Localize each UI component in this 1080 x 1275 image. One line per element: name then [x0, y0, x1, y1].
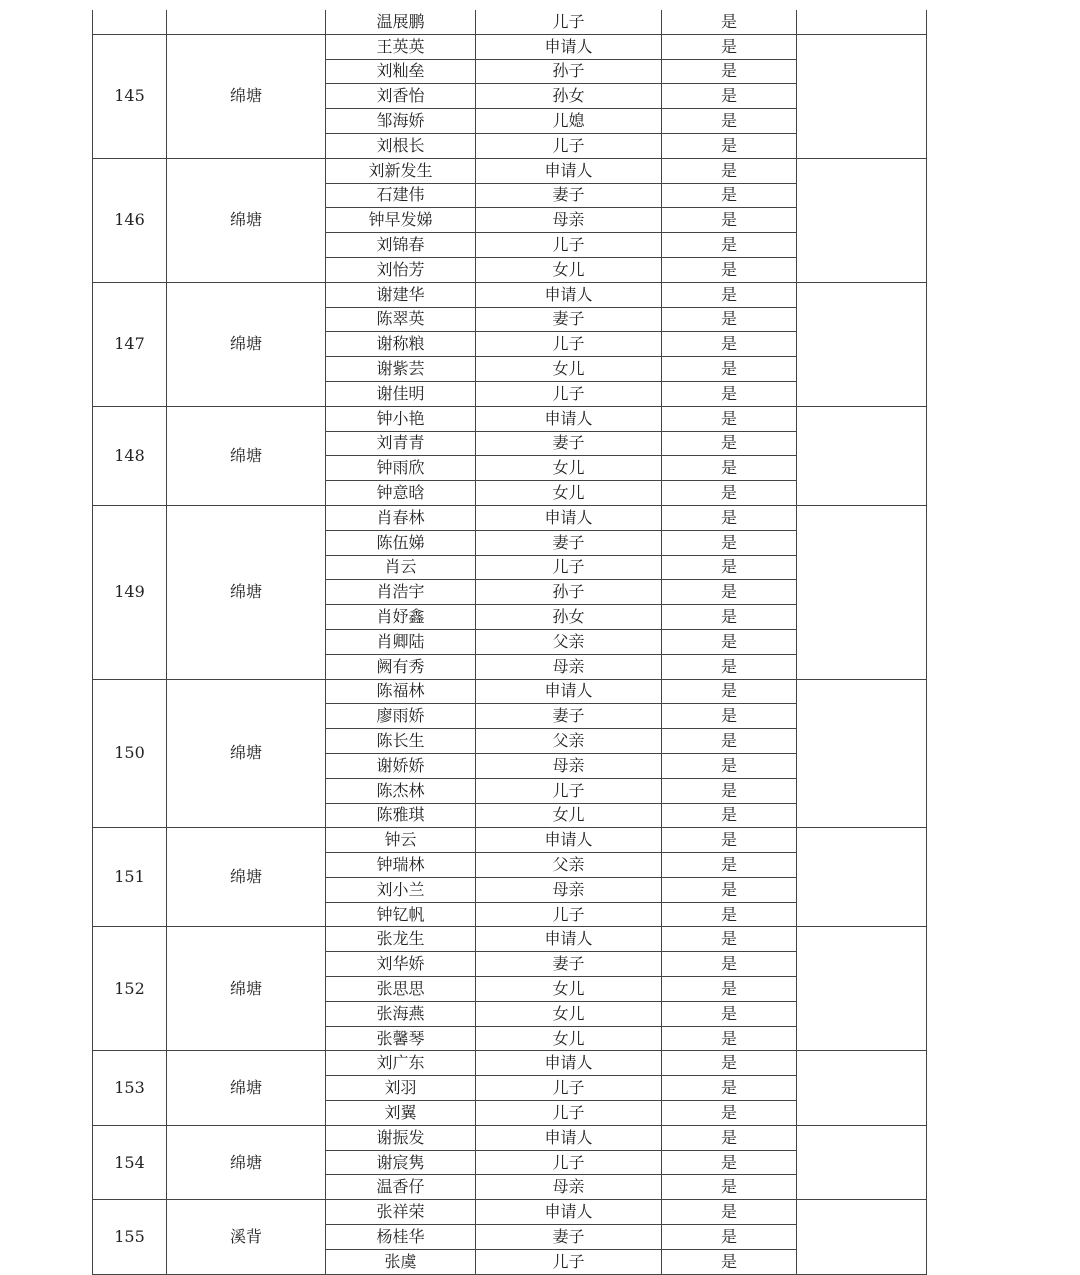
member-flag: 是 — [662, 233, 797, 258]
household-table — [92, 10, 927, 1275]
member-relation: 父亲 — [476, 729, 662, 754]
remark-cell — [797, 505, 927, 679]
member-name: 温展鹏 — [326, 10, 476, 34]
member-name: 钟雨欣 — [326, 456, 476, 481]
member-name: 谢紫芸 — [326, 357, 476, 382]
member-flag: 是 — [662, 59, 797, 84]
remark-cell — [797, 158, 927, 282]
member-flag: 是 — [662, 605, 797, 630]
member-flag: 是 — [662, 1125, 797, 1150]
member-flag: 是 — [662, 1001, 797, 1026]
member-flag: 是 — [662, 877, 797, 902]
village-name: 绵塘 — [167, 1125, 326, 1199]
member-relation: 儿子 — [476, 10, 662, 34]
member-name: 钟钇帆 — [326, 902, 476, 927]
table-row — [93, 282, 927, 307]
member-name: 陈雅琪 — [326, 803, 476, 828]
member-flag: 是 — [662, 431, 797, 456]
member-name: 刘怡芳 — [326, 257, 476, 282]
member-flag: 是 — [662, 84, 797, 109]
member-flag: 是 — [662, 729, 797, 754]
member-flag: 是 — [662, 1076, 797, 1101]
member-relation: 女儿 — [476, 1001, 662, 1026]
member-flag: 是 — [662, 481, 797, 506]
member-name: 刘香怡 — [326, 84, 476, 109]
table-row — [93, 158, 927, 183]
member-relation: 儿子 — [476, 902, 662, 927]
member-name: 谢娇娇 — [326, 753, 476, 778]
member-flag: 是 — [662, 257, 797, 282]
remark-cell — [797, 10, 927, 34]
member-relation: 妻子 — [476, 530, 662, 555]
member-name: 张祥荣 — [326, 1200, 476, 1225]
household-number — [93, 10, 167, 34]
member-flag: 是 — [662, 34, 797, 59]
table-row — [93, 1051, 927, 1076]
member-relation: 妻子 — [476, 307, 662, 332]
village-name: 绵塘 — [167, 282, 326, 406]
household-number: 153 — [93, 1051, 167, 1125]
village-name: 绵塘 — [167, 34, 326, 158]
member-relation: 妻子 — [476, 183, 662, 208]
member-relation: 孙子 — [476, 59, 662, 84]
member-relation: 申请人 — [476, 282, 662, 307]
member-flag: 是 — [662, 183, 797, 208]
member-flag: 是 — [662, 109, 797, 134]
member-relation: 母亲 — [476, 1175, 662, 1200]
remark-cell — [797, 406, 927, 505]
member-flag: 是 — [662, 952, 797, 977]
member-relation: 申请人 — [476, 505, 662, 530]
member-name: 邹海娇 — [326, 109, 476, 134]
member-relation: 儿子 — [476, 778, 662, 803]
remark-cell — [797, 927, 927, 1051]
table-row — [93, 34, 927, 59]
member-flag: 是 — [662, 1101, 797, 1126]
remark-cell — [797, 828, 927, 927]
member-relation: 孙子 — [476, 580, 662, 605]
member-flag: 是 — [662, 530, 797, 555]
member-flag: 是 — [662, 505, 797, 530]
household-number: 146 — [93, 158, 167, 282]
member-flag: 是 — [662, 927, 797, 952]
member-name: 谢称粮 — [326, 332, 476, 357]
village-name: 绵塘 — [167, 828, 326, 927]
member-name: 谢佳明 — [326, 381, 476, 406]
village-name: 绵塘 — [167, 406, 326, 505]
member-relation: 儿子 — [476, 1076, 662, 1101]
member-relation: 儿媳 — [476, 109, 662, 134]
table-row — [93, 679, 927, 704]
village-name — [167, 10, 326, 34]
member-flag: 是 — [662, 902, 797, 927]
village-name: 绵塘 — [167, 158, 326, 282]
table-row — [93, 10, 927, 34]
member-flag: 是 — [662, 803, 797, 828]
member-relation: 申请人 — [476, 679, 662, 704]
member-name: 谢振发 — [326, 1125, 476, 1150]
household-number: 154 — [93, 1125, 167, 1199]
household-number: 150 — [93, 679, 167, 828]
member-relation: 女儿 — [476, 257, 662, 282]
member-name: 阙有秀 — [326, 654, 476, 679]
member-name: 张海燕 — [326, 1001, 476, 1026]
member-relation: 申请人 — [476, 406, 662, 431]
remark-cell — [797, 1125, 927, 1199]
table-row — [93, 406, 927, 431]
member-name: 刘青青 — [326, 431, 476, 456]
member-name: 刘新发生 — [326, 158, 476, 183]
member-flag: 是 — [662, 10, 797, 34]
member-name: 刘华娇 — [326, 952, 476, 977]
member-flag: 是 — [662, 208, 797, 233]
village-name: 绵塘 — [167, 927, 326, 1051]
member-flag: 是 — [662, 654, 797, 679]
member-flag: 是 — [662, 555, 797, 580]
member-flag: 是 — [662, 580, 797, 605]
member-name: 刘根长 — [326, 133, 476, 158]
member-name: 廖雨娇 — [326, 704, 476, 729]
member-name: 刘羽 — [326, 1076, 476, 1101]
member-relation: 儿子 — [476, 1249, 662, 1274]
member-relation: 妻子 — [476, 1225, 662, 1250]
member-name: 陈翠英 — [326, 307, 476, 332]
household-number: 151 — [93, 828, 167, 927]
member-relation: 儿子 — [476, 555, 662, 580]
member-relation: 女儿 — [476, 456, 662, 481]
member-relation: 儿子 — [476, 1101, 662, 1126]
member-relation: 女儿 — [476, 357, 662, 382]
member-name: 张思思 — [326, 977, 476, 1002]
table-row — [93, 927, 927, 952]
table-body — [93, 10, 927, 1274]
member-name: 陈伍娣 — [326, 530, 476, 555]
member-name: 刘小兰 — [326, 877, 476, 902]
member-relation: 女儿 — [476, 481, 662, 506]
member-flag: 是 — [662, 1249, 797, 1274]
village-name: 绵塘 — [167, 505, 326, 679]
member-name: 钟意晗 — [326, 481, 476, 506]
member-flag: 是 — [662, 406, 797, 431]
member-flag: 是 — [662, 828, 797, 853]
member-flag: 是 — [662, 332, 797, 357]
member-name: 张虞 — [326, 1249, 476, 1274]
member-relation: 申请人 — [476, 158, 662, 183]
member-flag: 是 — [662, 977, 797, 1002]
member-name: 谢建华 — [326, 282, 476, 307]
table-row — [93, 505, 927, 530]
member-relation: 母亲 — [476, 208, 662, 233]
member-relation: 妻子 — [476, 952, 662, 977]
member-relation: 孙女 — [476, 84, 662, 109]
member-name: 肖浩宇 — [326, 580, 476, 605]
remark-cell — [797, 282, 927, 406]
member-name: 石建伟 — [326, 183, 476, 208]
member-relation: 女儿 — [476, 803, 662, 828]
household-number: 145 — [93, 34, 167, 158]
remark-cell — [797, 679, 927, 828]
member-relation: 母亲 — [476, 753, 662, 778]
member-name: 陈福林 — [326, 679, 476, 704]
member-name: 刘广东 — [326, 1051, 476, 1076]
member-name: 王英英 — [326, 34, 476, 59]
member-relation: 女儿 — [476, 1026, 662, 1051]
village-name: 绵塘 — [167, 1051, 326, 1125]
member-name: 钟早发娣 — [326, 208, 476, 233]
member-relation: 申请人 — [476, 828, 662, 853]
member-name: 钟小艳 — [326, 406, 476, 431]
table-row — [93, 828, 927, 853]
member-flag: 是 — [662, 1026, 797, 1051]
member-name: 肖妤鑫 — [326, 605, 476, 630]
household-number: 148 — [93, 406, 167, 505]
member-name: 陈杰林 — [326, 778, 476, 803]
member-flag: 是 — [662, 1225, 797, 1250]
member-relation: 妻子 — [476, 704, 662, 729]
member-flag: 是 — [662, 282, 797, 307]
member-flag: 是 — [662, 778, 797, 803]
member-relation: 孙女 — [476, 605, 662, 630]
member-flag: 是 — [662, 381, 797, 406]
member-relation: 申请人 — [476, 1200, 662, 1225]
member-name: 肖春林 — [326, 505, 476, 530]
member-relation: 母亲 — [476, 654, 662, 679]
household-number: 152 — [93, 927, 167, 1051]
remark-cell — [797, 1051, 927, 1125]
member-relation: 儿子 — [476, 381, 662, 406]
village-name: 溪背 — [167, 1200, 326, 1274]
member-flag: 是 — [662, 1051, 797, 1076]
member-flag: 是 — [662, 456, 797, 481]
remark-cell — [797, 34, 927, 158]
table-row — [93, 1125, 927, 1150]
member-flag: 是 — [662, 133, 797, 158]
member-name: 杨桂华 — [326, 1225, 476, 1250]
member-relation: 儿子 — [476, 133, 662, 158]
member-flag: 是 — [662, 1150, 797, 1175]
member-flag: 是 — [662, 679, 797, 704]
village-name: 绵塘 — [167, 679, 326, 828]
member-flag: 是 — [662, 1175, 797, 1200]
member-flag: 是 — [662, 704, 797, 729]
member-name: 肖云 — [326, 555, 476, 580]
household-number: 149 — [93, 505, 167, 679]
member-name: 刘籼垒 — [326, 59, 476, 84]
household-number: 155 — [93, 1200, 167, 1274]
member-name: 钟云 — [326, 828, 476, 853]
member-flag: 是 — [662, 629, 797, 654]
member-name: 刘锦春 — [326, 233, 476, 258]
member-name: 钟瑞林 — [326, 853, 476, 878]
member-relation: 儿子 — [476, 233, 662, 258]
member-relation: 父亲 — [476, 629, 662, 654]
table-row — [93, 1200, 927, 1225]
member-relation: 申请人 — [476, 34, 662, 59]
member-flag: 是 — [662, 357, 797, 382]
member-name: 谢宸隽 — [326, 1150, 476, 1175]
household-number: 147 — [93, 282, 167, 406]
member-name: 陈长生 — [326, 729, 476, 754]
member-relation: 妻子 — [476, 431, 662, 456]
member-relation: 女儿 — [476, 977, 662, 1002]
member-name: 温香仔 — [326, 1175, 476, 1200]
member-flag: 是 — [662, 853, 797, 878]
member-name: 张馨琴 — [326, 1026, 476, 1051]
member-relation: 申请人 — [476, 927, 662, 952]
member-relation: 申请人 — [476, 1051, 662, 1076]
member-flag: 是 — [662, 158, 797, 183]
member-name: 刘翼 — [326, 1101, 476, 1126]
member-relation: 儿子 — [476, 332, 662, 357]
member-name: 张龙生 — [326, 927, 476, 952]
member-relation: 母亲 — [476, 877, 662, 902]
member-relation: 父亲 — [476, 853, 662, 878]
member-relation: 申请人 — [476, 1125, 662, 1150]
member-flag: 是 — [662, 307, 797, 332]
member-flag: 是 — [662, 753, 797, 778]
member-name: 肖卿陆 — [326, 629, 476, 654]
member-relation: 儿子 — [476, 1150, 662, 1175]
remark-cell — [797, 1200, 927, 1274]
member-flag: 是 — [662, 1200, 797, 1225]
